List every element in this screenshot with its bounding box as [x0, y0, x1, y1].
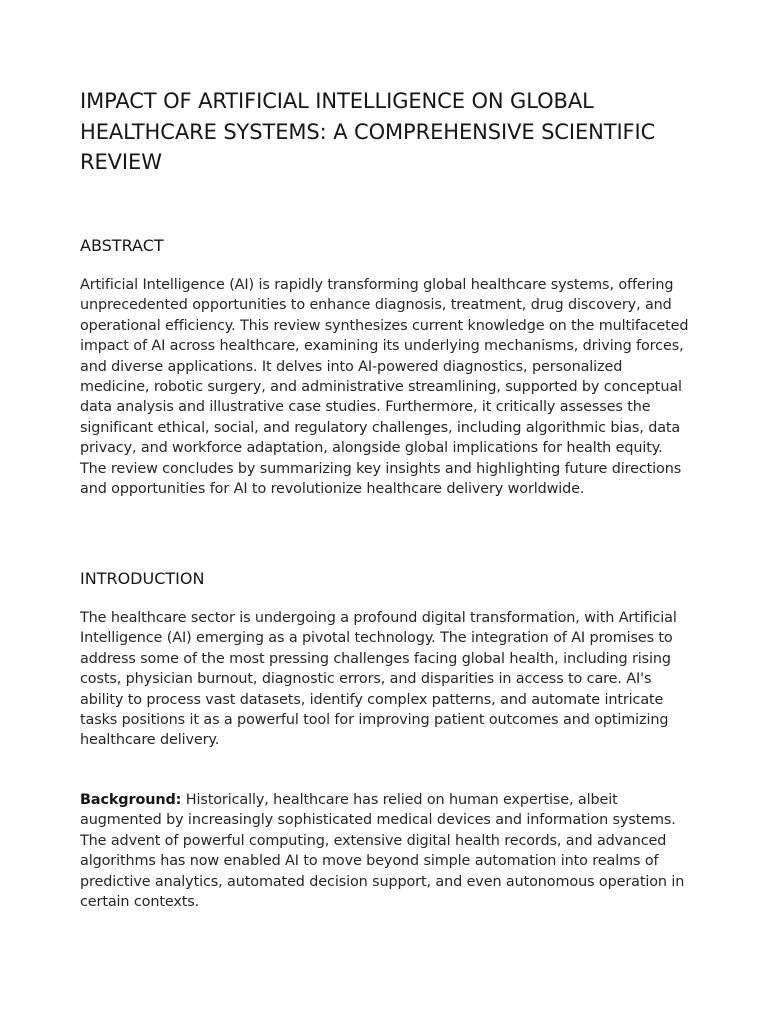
background-text: Historically, healthcare has relied on human expertise, albeit augmented by increasingly sophisticated medical devices and information systems. The advent of powerful computing, extensive digital health records, and advanced algorithms has now enabled AI to move beyond simple automation into realms of predictive analytics, automated decision support, and even autonomous operation in certain contexts. — [80, 792, 685, 911]
abstract-paragraph: Artificial Intelligence (AI) is rapidly transforming global healthcare systems, offering unprecedented opportunities to enhance diagnosis, treatment, drug discovery, and operational efficiency. This review synthesizes current knowledge on the multifaceted impact of AI across healthcare, examining its underlying mechanisms, driving forces, and diverse applications. It delves into AI-powered diagnostics, personalized medicine, robotic surgery, and administrative streamlining, supported by conceptual data analysis and illustrative case studies. Furthermore, it critically assesses the significant ethical, social, and regulatory challenges, including algorithmic bias, data privacy, and workforce adaptation, alongside global implications for health equity. The review concludes by summarizing key insights and highlighting future directions and opportunities for AI to revolutionize healthcare delivery worldwide. — [80, 277, 689, 498]
introduction-paragraph: The healthcare sector is undergoing a profound digital transformation, with Artificial Intelligence (AI) emerging as a pivotal technology. The integration of AI promises to address some of the most pressing challenges facing global health, including rising costs, physician burnout, diagnostic errors, and disparities in access to care. AI's ability to process vast datasets, identify complex patterns, and automate intricate tasks positions it as a powerful tool for improving patient outcomes and optimizing healthcare delivery. — [80, 610, 677, 749]
background-label: Background: — [80, 792, 182, 808]
abstract-heading: ABSTRACT — [80, 236, 164, 255]
introduction-heading: INTRODUCTION — [80, 569, 205, 588]
document-title: IMPACT OF ARTIFICIAL INTELLIGENCE ON GLOBAL HEALTHCARE SYSTEMS: A COMPREHENSIVE SCIENTIFIC REVIEW — [80, 89, 656, 174]
background-paragraph — [80, 790, 692, 912]
